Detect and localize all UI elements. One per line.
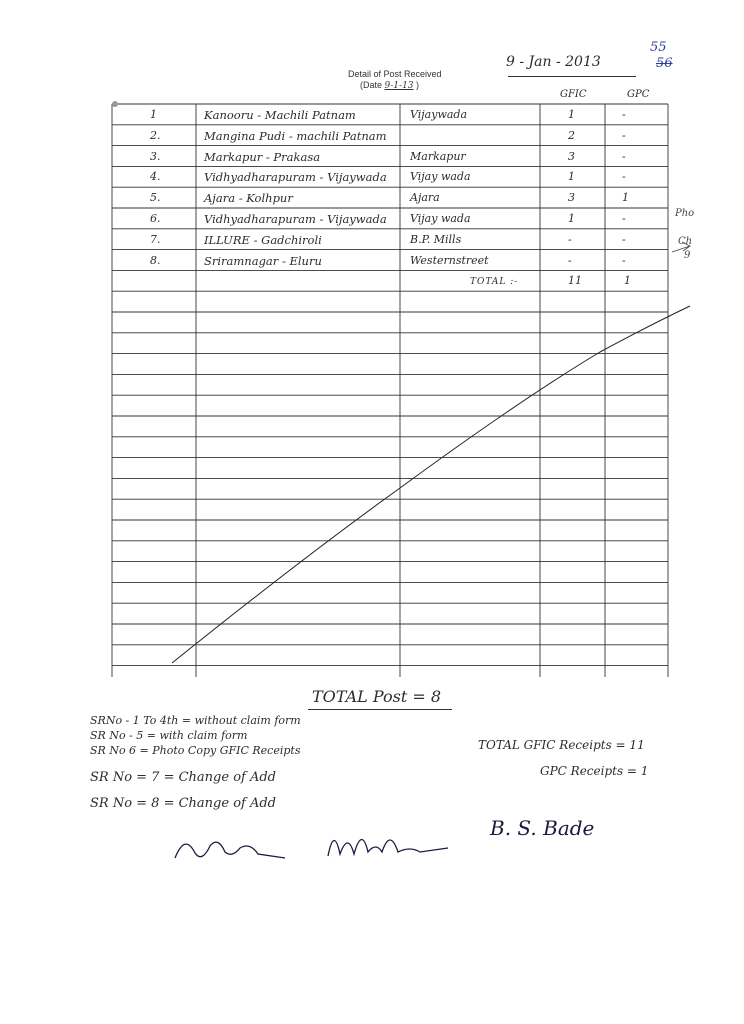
cell-gfic: 1: [568, 170, 575, 184]
page-number: 55: [650, 40, 667, 55]
punch-mark: [112, 101, 118, 107]
note-line: SR No 6 = Photo Copy GFIC Receipts: [90, 744, 301, 757]
cell-gpc: -: [622, 149, 626, 163]
document-title: Detail of Post Received: [348, 69, 442, 79]
signature-3: B. S. Bade: [490, 816, 595, 840]
cell-gfic: 3: [568, 149, 575, 163]
total-label: TOTAL :-: [470, 277, 519, 287]
total-post: TOTAL Post = 8: [312, 687, 441, 706]
cell-sr: 4.: [150, 170, 161, 184]
cell-dest: B.P. Mills: [410, 232, 462, 246]
cell-dest: Ajara: [410, 191, 440, 205]
cell-place: ILLURE - Gadchiroli: [204, 232, 322, 247]
total-post-underline: [308, 709, 452, 710]
date-value: 9-1-13: [384, 81, 414, 91]
cell-place: Sriramnagar - Eluru: [204, 253, 322, 268]
cell-place: Ajara - Kolhpur: [204, 191, 293, 206]
cell-place: Mangina Pudi - machili Patnam: [204, 128, 387, 143]
receipts-gpc: GPC Receipts = 1: [540, 764, 649, 778]
note-line: SRNo - 1 To 4th = without claim form: [90, 714, 301, 727]
cell-dest: Markapur: [410, 149, 466, 163]
cell-gpc: -: [622, 170, 626, 184]
total-gfic: 11: [568, 274, 582, 287]
cell-gfic: 3: [568, 191, 575, 205]
margin-note: Pho: [675, 208, 695, 219]
cell-gpc: -: [622, 128, 626, 142]
cell-gfic: 1: [568, 212, 575, 225]
date-prefix: (Date: [360, 80, 383, 90]
cell-sr: 7.: [150, 232, 161, 246]
margin-note: Ch: [678, 236, 693, 247]
total-gpc: 1: [624, 274, 631, 287]
cell-gpc: -: [622, 253, 626, 267]
handwritten-date: 9 - Jan - 2013: [506, 54, 601, 70]
note-line: SR No = 7 = Change of Add: [90, 770, 277, 785]
cell-place: Vidhyadharapuram - Vijaywada: [204, 212, 387, 226]
cell-gpc: -: [622, 212, 626, 225]
cell-gpc: -: [622, 232, 626, 246]
cell-sr: 5.: [150, 191, 161, 205]
date-suffix: ): [416, 80, 420, 90]
cell-sr: 6.: [150, 212, 161, 225]
receipts-gfic: TOTAL GFIC Receipts = 11: [478, 738, 645, 752]
cell-dest: Westernstreet: [410, 253, 489, 267]
cell-gpc: 1: [622, 191, 629, 205]
cell-sr: 1: [150, 108, 157, 121]
cell-dest: Vijay wada: [410, 170, 471, 184]
cell-sr: 2.: [150, 128, 161, 142]
cell-gfic: 2: [568, 128, 575, 142]
cell-gfic: 1: [568, 108, 575, 121]
cell-sr: 3.: [150, 149, 161, 163]
signature-2: [320, 822, 460, 866]
cell-place: Markapur - Prakasa: [204, 149, 321, 164]
cell-dest: Vijaywada: [410, 108, 468, 121]
column-header-gpc: GPC: [627, 89, 650, 100]
struck-page-number: 56: [656, 56, 673, 71]
note-line: SR No = 8 = Change of Add: [90, 796, 277, 811]
cancel-line: [172, 306, 690, 663]
note-line: SR No - 5 = with claim form: [90, 729, 248, 742]
signature-1: [170, 828, 290, 868]
cell-place: Vidhyadharapuram - Vijaywada: [204, 170, 387, 185]
margin-note: 9: [684, 250, 691, 261]
cell-gpc: -: [622, 108, 626, 121]
cell-gfic: -: [568, 253, 572, 267]
cell-dest: Vijay wada: [410, 212, 471, 225]
cell-sr: 8.: [150, 253, 161, 267]
cell-place: Kanooru - Machili Patnam: [204, 108, 356, 122]
cell-gfic: -: [568, 232, 572, 246]
column-header-gfic: GFIC: [560, 89, 587, 100]
